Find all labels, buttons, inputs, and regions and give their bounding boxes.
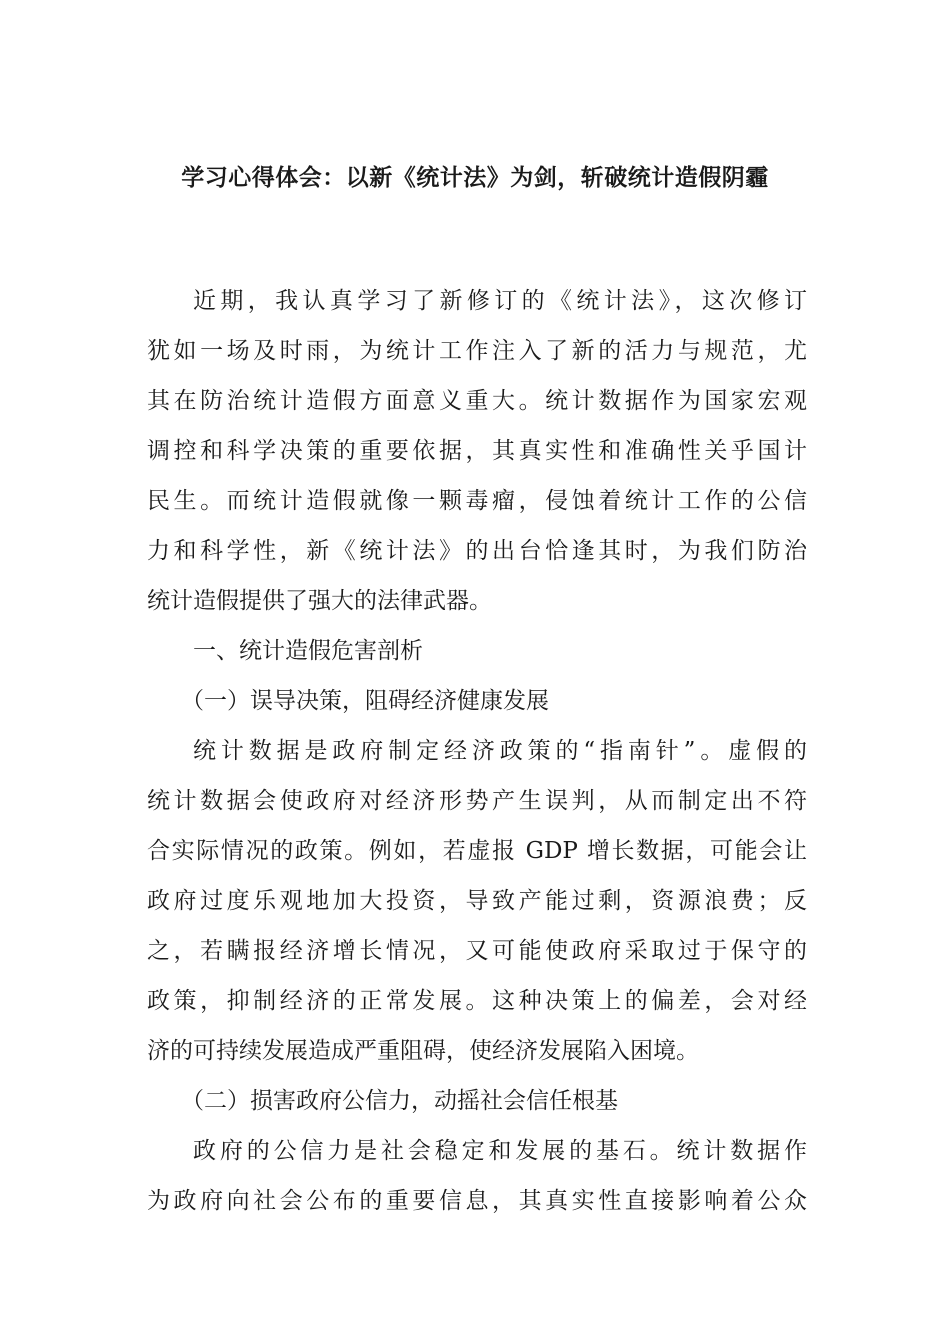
paragraph-line: 政府的公信力是社会稳定和发展的基石。统计数据作	[193, 1138, 807, 1164]
paragraph-line: 犹如一场及时雨，为统计工作注入了新的活力与规范，尤	[147, 338, 807, 364]
document-body	[147, 276, 807, 1226]
paragraph-line: 政府过度乐观地加大投资，导致产能过剩，资源浪费；反	[147, 888, 807, 914]
subsection-heading: （二）损害政府公信力，动摇社会信任根基	[181, 1088, 618, 1114]
paragraph-line: 力和科学性，新《统计法》的出台恰逢其时，为我们防治	[147, 538, 807, 564]
paragraph-line: 统计数据会使政府对经济形势产生误判，从而制定出不符	[147, 788, 807, 814]
paragraph-line: 政策，抑制经济的正常发展。这种决策上的偏差，会对经	[147, 988, 807, 1014]
paragraph-line: 近期，我认真学习了新修订的《统计法》，这次修订	[193, 288, 807, 314]
paragraph-line: 调控和科学决策的重要依据，其真实性和准确性关乎国计	[147, 438, 807, 464]
paragraph-line: 之，若瞒报经济增长情况，又可能使政府采取过于保守的	[147, 938, 807, 964]
paragraph-line: 统计数据是政府制定经济政策的“指南针”。虚假的	[193, 738, 807, 764]
paragraph-line: 统计造假提供了强大的法律武器。	[147, 588, 492, 614]
paragraph-line: 为政府向社会公布的重要信息，其真实性直接影响着公众	[147, 1188, 807, 1214]
section-heading: 一、统计造假危害剖析	[193, 638, 423, 664]
paragraph-line: 其在防治统计造假方面意义重大。统计数据作为国家宏观	[147, 388, 807, 414]
paragraph-line: 合实际情况的政策。例如，若虚报 GDP 增长数据，可能会让	[147, 838, 807, 864]
document-title: 学习心得体会：以新《统计法》为剑，斩破统计造假阴霾	[181, 164, 769, 191]
paragraph-line: 民生。而统计造假就像一颗毒瘤，侵蚀着统计工作的公信	[147, 488, 807, 514]
paragraph-line: 济的可持续发展造成严重阻碍，使经济发展陷入困境。	[147, 1038, 699, 1064]
subsection-heading: （一）误导决策，阻碍经济健康发展	[181, 688, 549, 714]
